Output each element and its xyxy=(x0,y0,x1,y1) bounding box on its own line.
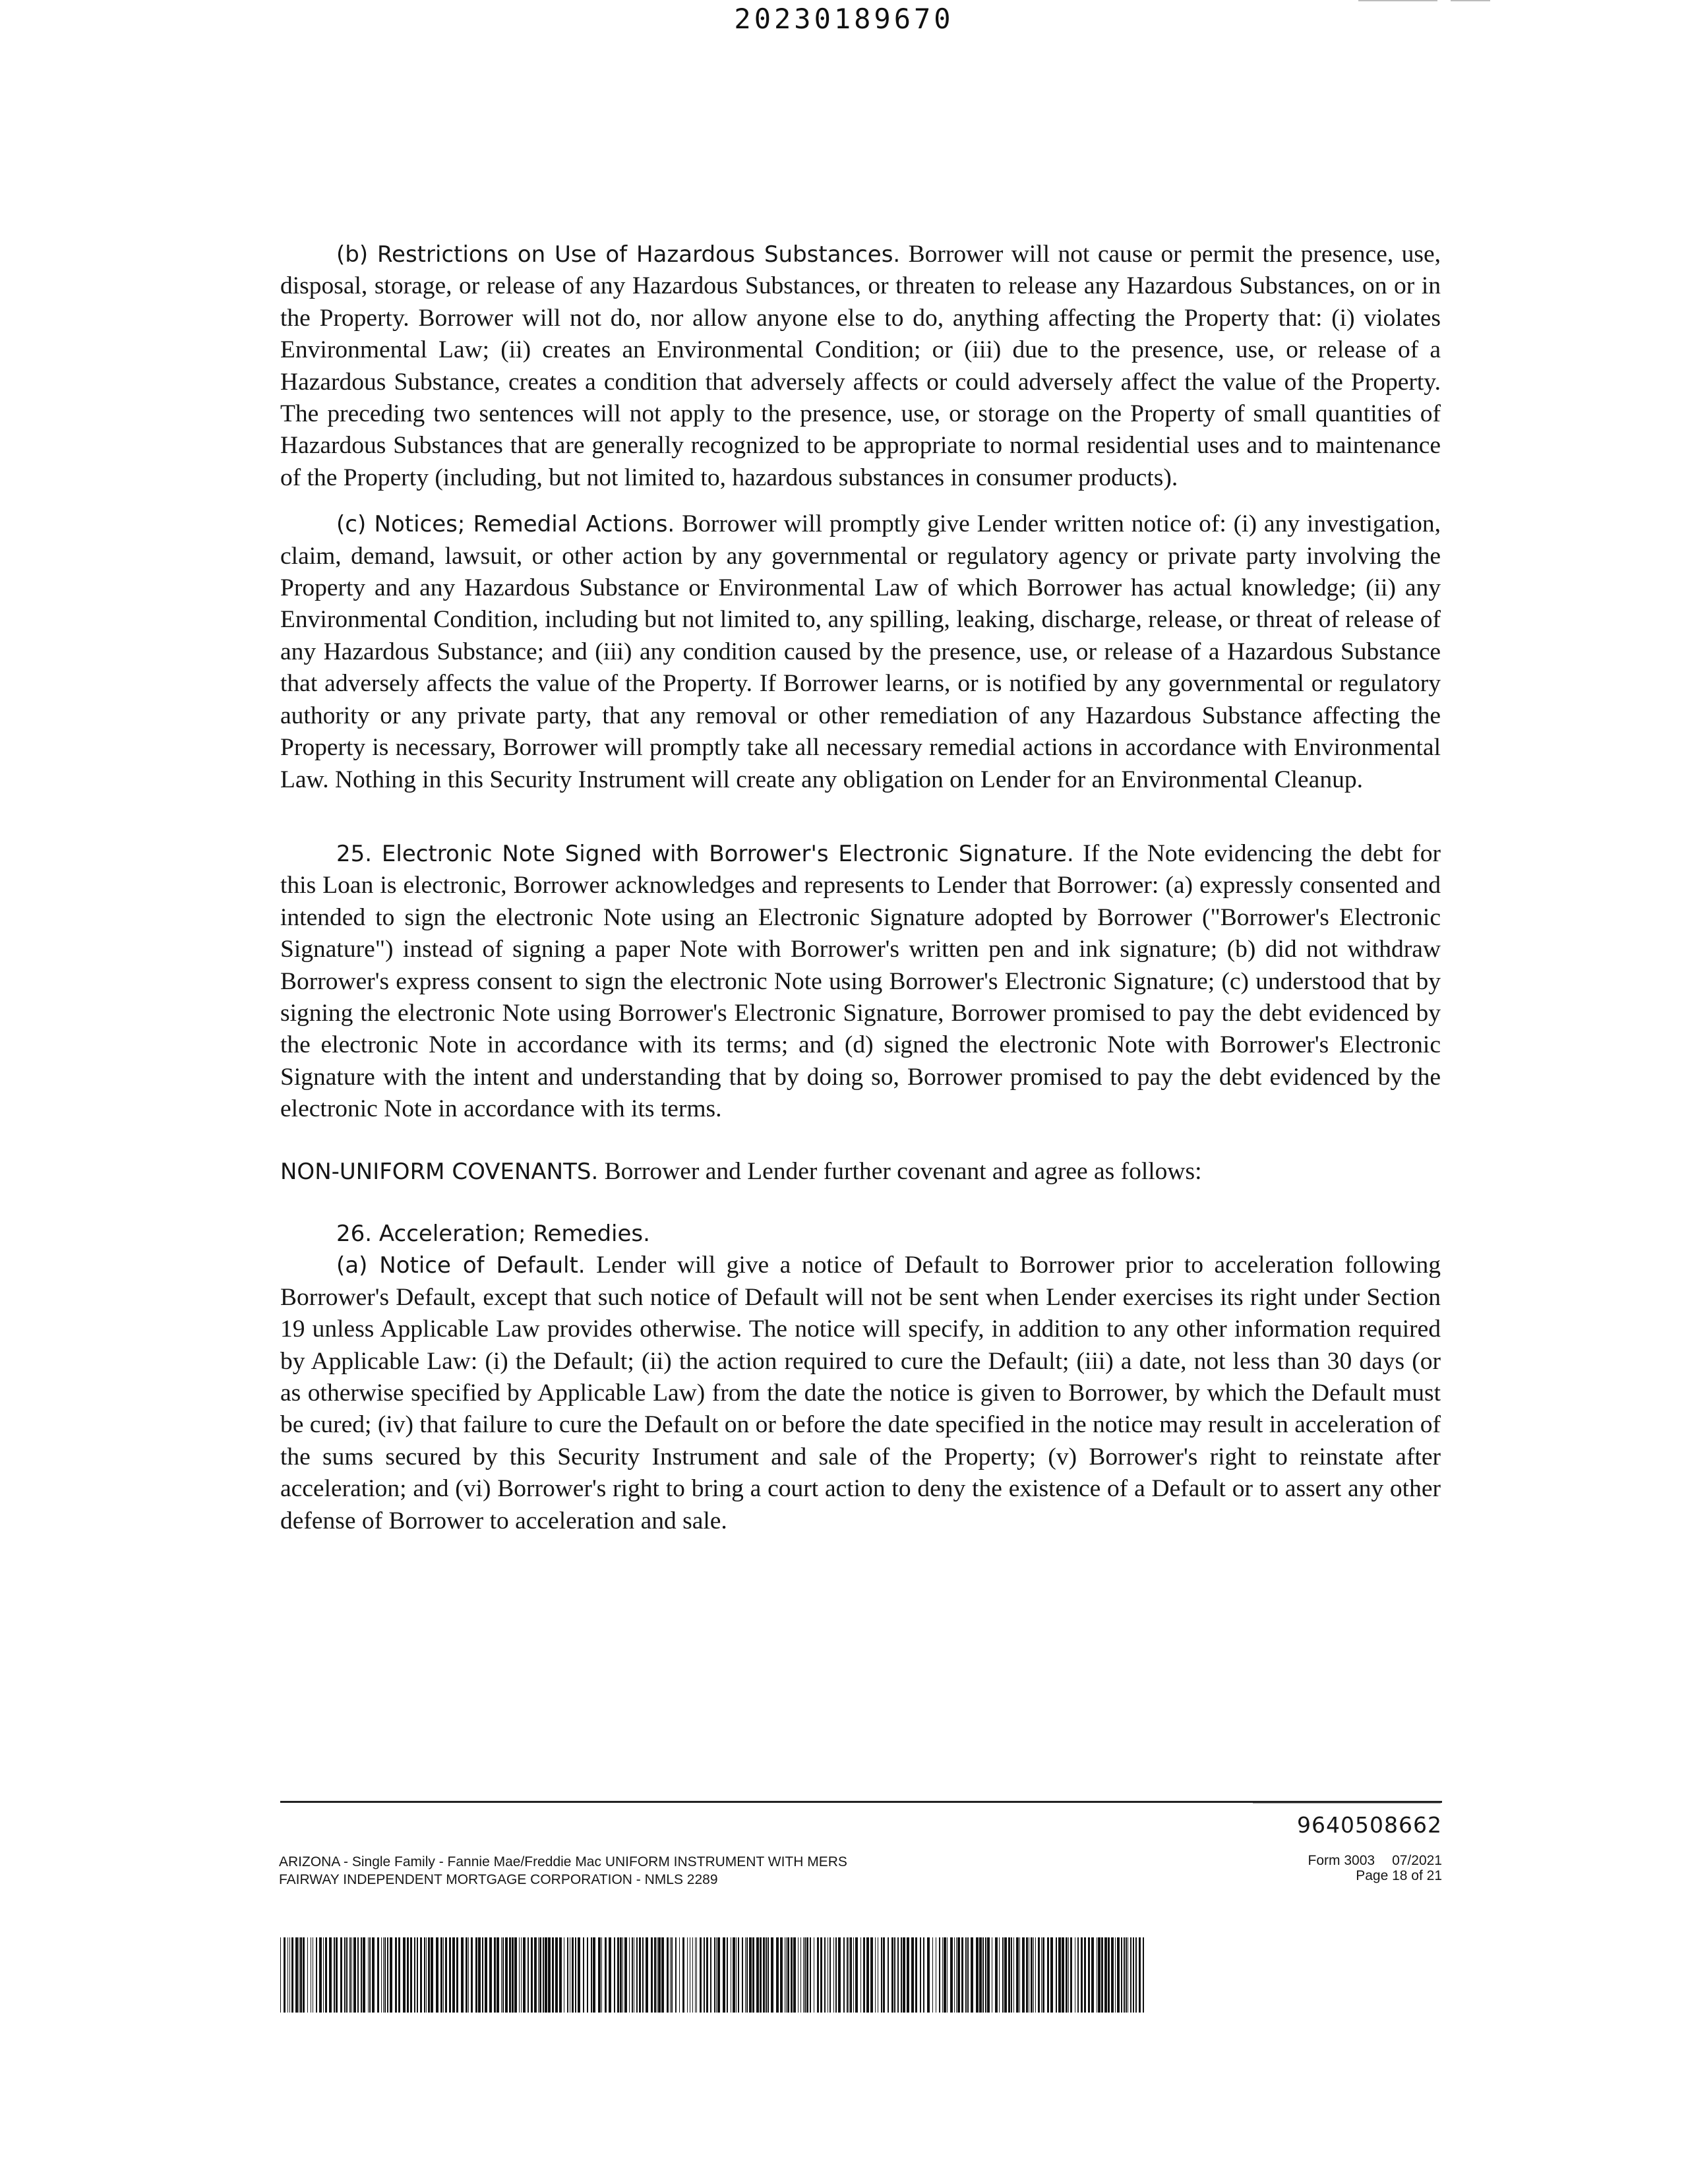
barcode-bar xyxy=(971,1937,973,2013)
barcode-bar xyxy=(552,1937,554,2013)
barcode-bar xyxy=(531,1937,533,2013)
barcode-bar xyxy=(804,1937,806,2013)
text-non-uniform-covenants: Borrower and Lender further covenant and agree as follows: xyxy=(604,1157,1202,1185)
barcode-bar xyxy=(468,1937,469,2013)
barcode-bar xyxy=(319,1937,322,2013)
barcode-bar xyxy=(1050,1937,1053,2013)
barcode-bar xyxy=(502,1937,504,2013)
barcode-bar xyxy=(749,1937,752,2013)
barcode-bar xyxy=(787,1937,789,2013)
barcode-bar xyxy=(1026,1937,1028,2013)
barcode-bar xyxy=(829,1937,831,2013)
barcode-bar xyxy=(661,1937,664,2013)
barcode-bar xyxy=(1008,1937,1010,2013)
barcode-bar xyxy=(1084,1937,1086,2013)
barcode-bar xyxy=(1019,1937,1020,2013)
barcode-bar xyxy=(692,1937,693,2013)
barcode-bar xyxy=(494,1937,496,2013)
barcode-bar xyxy=(957,1937,960,2013)
barcode-bar xyxy=(833,1937,834,2013)
barcode-bar xyxy=(891,1937,893,2013)
barcode-bar xyxy=(1031,1937,1033,2013)
barcode-bar xyxy=(598,1937,601,2013)
barcode-bar xyxy=(866,1937,869,2013)
barcode-bar xyxy=(915,1937,917,2013)
barcode-bar xyxy=(1058,1937,1061,2013)
barcode-bar xyxy=(903,1937,905,2013)
barcode-bar xyxy=(410,1937,412,2013)
barcode-bar xyxy=(1062,1937,1064,2013)
scan-mark xyxy=(1451,0,1490,1)
paragraph-non-uniform-covenants xyxy=(280,1156,1441,1188)
barcode-bar xyxy=(519,1937,520,2013)
barcode-bar xyxy=(497,1937,499,2013)
barcode-bar xyxy=(548,1937,551,2013)
barcode-bar xyxy=(1143,1937,1144,2013)
text-notice-of-default: Lender will give a notice of Default to Borrower prior to acceleration following Borrower's Default, except that such notice of Default will not be sent when Lender exercises its right under Section 19 unless Applicable Law provides otherwise. The notice will specify, in addition to any other information required by Applicable Law: (i) the Default; (ii) the action required to cure the Default; (iii) a date, not less than 30 days (or as otherwise specified by Applicable Law) from the date the notice is given to Borrower, by which the Default must be cured; (iv) that failure to cure the Default on or before the date specified in the notice may result in acceleration of the sums secured by this Security Instrument and sale of the Property; (v) Borrower's right to reinstate after acceleration; and (vi) Borrower's right to bring a court action to deny the existence of a Default or to assert any other defense of Borrower to acceleration and sale. xyxy=(280,1252,1441,1534)
barcode-bar xyxy=(947,1937,948,2013)
barcode-bar xyxy=(344,1937,346,2013)
barcode-bar xyxy=(617,1937,619,2013)
barcode-bar xyxy=(538,1937,539,2013)
loan-number: 9640508662 xyxy=(1297,1812,1442,1838)
barcode-bar xyxy=(1130,1937,1131,2013)
barcode-bar xyxy=(700,1937,702,2013)
barcode-bar xyxy=(505,1937,508,2013)
barcode-bar xyxy=(1111,1937,1114,2013)
barcode-bar xyxy=(575,1937,576,2013)
barcode-bar xyxy=(1042,1937,1044,2013)
barcode-bar xyxy=(403,1937,406,2013)
barcode-bar xyxy=(383,1937,384,2013)
barcode-bar xyxy=(675,1937,677,2013)
scan-mark xyxy=(1358,0,1437,1)
barcode-bar xyxy=(658,1937,661,2013)
barcode-bar xyxy=(760,1937,762,2013)
barcode-bar xyxy=(417,1937,418,2013)
barcode-bar xyxy=(583,1937,584,2013)
barcode-bar xyxy=(716,1937,717,2013)
barcode-bar xyxy=(295,1937,298,2013)
barcode-bar xyxy=(642,1937,644,2013)
barcode-bar xyxy=(800,1937,801,2013)
barcode-bar xyxy=(727,1937,728,2013)
barcode-bar xyxy=(810,1937,811,2013)
barcode-bar xyxy=(523,1937,526,2013)
paragraph-electronic-note xyxy=(280,838,1441,1126)
barcode-bar xyxy=(357,1937,359,2013)
barcode-bar xyxy=(687,1937,688,2013)
barcode-bar xyxy=(372,1937,375,2013)
barcode-bar xyxy=(671,1937,673,2013)
barcode-bar xyxy=(897,1937,899,2013)
barcode-bar xyxy=(1077,1937,1079,2013)
barcode-bar xyxy=(1022,1937,1025,2013)
barcode-bar xyxy=(431,1937,433,2013)
barcode-bar xyxy=(1098,1937,1100,2013)
barcode-bar xyxy=(723,1937,725,2013)
barcode-bar xyxy=(1070,1937,1072,2013)
barcode-bar xyxy=(927,1937,930,2013)
barcode-bar xyxy=(614,1937,615,2013)
barcode-bar xyxy=(883,1937,885,2013)
barcode-bar xyxy=(609,1937,611,2013)
barcode-bar xyxy=(853,1937,854,2013)
barcode-bar xyxy=(300,1937,302,2013)
barcode-bar xyxy=(543,1937,544,2013)
barcode-bar xyxy=(1117,1937,1120,2013)
barcode-bar xyxy=(838,1937,841,2013)
barcode-bar xyxy=(932,1937,933,2013)
page-label: Page 18 of 21 xyxy=(1356,1868,1442,1883)
form-number: Form 3003 xyxy=(1308,1853,1375,1868)
barcode-bar xyxy=(624,1937,627,2013)
barcode-bar xyxy=(695,1937,696,2013)
barcode-bar xyxy=(961,1937,963,2013)
paragraph-notice-of-default xyxy=(280,1250,1441,1537)
barcode-bar xyxy=(316,1937,317,2013)
barcode-bar xyxy=(763,1937,765,2013)
barcode-bar xyxy=(985,1937,986,2013)
barcode-bar xyxy=(428,1937,430,2013)
barcode-bar xyxy=(745,1937,746,2013)
heading-notice-of-default: (a) Notice of Default. xyxy=(336,1252,586,1279)
barcode-bar xyxy=(482,1937,483,2013)
barcode-bar xyxy=(776,1937,779,2013)
barcode-bar xyxy=(323,1937,324,2013)
barcode-bar xyxy=(1038,1937,1040,2013)
barcode-bar xyxy=(746,1937,748,2013)
text-notices-remedial: Borrower will promptly give Lender written notice of: (i) any investigation, claim, demand, lawsuit, or other action by any governmental or regulatory agency or private party involving the Property and any Hazardous Substance or Environmental Law of which Borrower has actual knowledge; (ii) any Environmental Condition, including but not limited to, any spilling, leaking, discharge, release, or threat of release of any Hazardous Substance; and (iii) any condition caused by the presence, use, or release of a Hazardous Substance that adversely affects the value of the Property. If Borrower learns, or is notified by any governmental or regulatory authority or any private party, that any removal or other remediation of any Hazardous Substance affecting the Property is necessary, Borrower will promptly take all necessary remedial actions in accordance with Environmental Law. Nothing in this Security Instrument will create any obligation on Lender for an Environmental Cleanup. xyxy=(280,510,1441,793)
barcode-bar xyxy=(284,1937,286,2013)
barcode-bar xyxy=(445,1937,447,2013)
text-restrictions-hazardous: Borrower will not cause or permit the presence, use, disposal, storage, or release of any Hazardous Substances, or threaten to release any Hazardous Substances, on or in the Property. Borrower will not do, nor allow anyone else to do, anything affecting the Property that: (i) violates Environmental Law; (ii) creates an Environmental Condition; or (iii) due to the presence, use, or release of a Hazardous Substance, creates a condition that adversely affects or could adversely affect the value of the Property. The preceding two sentences will not apply to the presence, use, or storage on the Property of small quantities of Hazardous Substances that are generally recognized to be appropriate to normal residential uses and to maintenance of the Property (including, but not limited to, hazardous substances in consumer products). xyxy=(280,241,1441,491)
barcode-bar xyxy=(291,1937,293,2013)
barcode-bar xyxy=(999,1937,1000,2013)
barcode-bar xyxy=(1011,1937,1012,2013)
barcode-bar xyxy=(646,1937,648,2013)
barcode-bar xyxy=(289,1937,290,2013)
barcode-bar xyxy=(786,1937,787,2013)
footer-right xyxy=(1308,1853,1442,1883)
barcode-bar xyxy=(334,1937,335,2013)
barcode-bar xyxy=(1121,1937,1122,2013)
barcode-bar xyxy=(939,1937,940,2013)
barcode-bar xyxy=(950,1937,953,2013)
barcode-bar xyxy=(384,1937,386,2013)
barcode-bar xyxy=(1002,1937,1004,2013)
barcode-bar xyxy=(875,1937,876,2013)
barcode-bar xyxy=(1104,1937,1107,2013)
paragraph-acceleration-remedies xyxy=(280,1218,1441,1250)
barcode-bar xyxy=(756,1937,759,2013)
barcode-bar xyxy=(461,1937,464,2013)
barcode-bar xyxy=(390,1937,392,2013)
paragraph-restrictions-hazardous xyxy=(280,239,1441,494)
barcode-bar xyxy=(501,1937,502,2013)
barcode-bar xyxy=(449,1937,451,2013)
barcode-bar xyxy=(555,1937,558,2013)
barcode-bar xyxy=(1124,1937,1125,2013)
barcode-bar xyxy=(489,1937,492,2013)
barcode-bar xyxy=(1101,1937,1103,2013)
barcode-bar xyxy=(920,1937,921,2013)
barcode-bar xyxy=(572,1937,574,2013)
barcode-bar xyxy=(738,1937,739,2013)
barcode-bar xyxy=(803,1937,804,2013)
barcode-bar xyxy=(1016,1937,1019,2013)
barcode-bar xyxy=(1108,1937,1110,2013)
barcode-bar xyxy=(329,1937,332,2013)
barcode-bar xyxy=(353,1937,356,2013)
heading-acceleration-remedies: 26. Acceleration; Remedies. xyxy=(336,1220,650,1247)
barcode-bar xyxy=(452,1937,455,2013)
barcode-bar xyxy=(710,1937,711,2013)
barcode-bar xyxy=(742,1937,743,2013)
barcode-bar xyxy=(534,1937,537,2013)
barcode-bar xyxy=(733,1937,735,2013)
barcode-bar xyxy=(1081,1937,1083,2013)
barcode-bar xyxy=(307,1937,308,2013)
barcode-bar xyxy=(629,1937,630,2013)
barcode-bar xyxy=(1035,1937,1036,2013)
barcode-bar xyxy=(850,1937,852,2013)
barcode-bar xyxy=(280,1937,281,2013)
barcode-bar xyxy=(965,1937,967,2013)
barcode-bar xyxy=(587,1937,588,2013)
barcode-bar xyxy=(639,1937,641,2013)
barcode-bar xyxy=(340,1937,342,2013)
barcode-bar xyxy=(559,1937,562,2013)
barcode-bar xyxy=(820,1937,822,2013)
barcode-bar xyxy=(478,1937,481,2013)
barcode-bar xyxy=(791,1937,793,2013)
barcode-bar xyxy=(798,1937,799,2013)
barcode-bar xyxy=(622,1937,623,2013)
barcode-bar xyxy=(956,1937,957,2013)
barcode-bar xyxy=(717,1937,720,2013)
barcode-bar xyxy=(714,1937,715,2013)
barcode-bar xyxy=(287,1937,288,2013)
barcode-bar xyxy=(1013,1937,1014,2013)
barcode-bar xyxy=(870,1937,873,2013)
barcode-bar xyxy=(361,1937,362,2013)
barcode-bar xyxy=(995,1937,998,2013)
barcode-bar xyxy=(923,1937,924,2013)
barcode-bar xyxy=(514,1937,517,2013)
barcode-bar xyxy=(632,1937,633,2013)
barcode-bar xyxy=(806,1937,808,2013)
barcode-bar xyxy=(369,1937,371,2013)
form-info xyxy=(1308,1853,1442,1868)
barcode-bar xyxy=(407,1937,409,2013)
barcode-bar xyxy=(351,1937,352,2013)
barcode-bar xyxy=(843,1937,845,2013)
barcode-bar xyxy=(654,1937,656,2013)
barcode-bar xyxy=(1115,1937,1116,2013)
barcode-bar xyxy=(414,1937,415,2013)
barcode-bar xyxy=(1088,1937,1090,2013)
barcode-bar xyxy=(528,1937,529,2013)
barcode-bar xyxy=(593,1937,595,2013)
barcode-bar xyxy=(605,1937,607,2013)
barcode-bar xyxy=(1126,1937,1127,2013)
barcode-bar xyxy=(888,1937,889,2013)
barcode-bar xyxy=(944,1937,946,2013)
barcode-bar xyxy=(863,1937,865,2013)
barcode-bar xyxy=(303,1937,305,2013)
barcode-bar xyxy=(325,1937,327,2013)
barcode-bar xyxy=(835,1937,837,2013)
barcode-bar xyxy=(706,1937,708,2013)
barcode-bar xyxy=(349,1937,351,2013)
barcode-bar xyxy=(368,1937,369,2013)
document-body xyxy=(280,239,1441,1537)
barcode-bar xyxy=(466,1937,467,2013)
barcode-bar xyxy=(1056,1937,1057,2013)
barcode-bar xyxy=(766,1937,767,2013)
barcode-bar xyxy=(475,1937,477,2013)
barcode-bar xyxy=(793,1937,796,2013)
footer-right-rule xyxy=(1253,1803,1441,1804)
barcode-bar xyxy=(780,1937,783,2013)
barcode-bar xyxy=(704,1937,705,2013)
barcode-bar xyxy=(363,1937,365,2013)
barcode-bar xyxy=(601,1937,602,2013)
barcode-bar xyxy=(696,1937,697,2013)
barcode-bar xyxy=(911,1937,914,2013)
barcode-bar xyxy=(377,1937,379,2013)
barcode-bar xyxy=(768,1937,769,2013)
barcode-bar xyxy=(942,1937,943,2013)
heading-notices-remedial: (c) Notices; Remedial Actions. xyxy=(336,511,675,538)
barcode-bar xyxy=(901,1937,902,2013)
instrument-line: ARIZONA - Single Family - Fannie Mae/Freddie Mac UNIFORM INSTRUMENT WITH MERS xyxy=(279,1854,847,1869)
barcode-bar xyxy=(456,1937,458,2013)
barcode-bar xyxy=(346,1937,347,2013)
barcode-bar xyxy=(381,1937,382,2013)
barcode-bar xyxy=(1133,1937,1134,2013)
barcode-bar xyxy=(954,1937,955,2013)
barcode-bar xyxy=(591,1937,592,2013)
barcode-bar xyxy=(424,1937,425,2013)
barcode-bar xyxy=(1068,1937,1069,2013)
lender-line: FAIRWAY INDEPENDENT MORTGAGE CORPORATION - NMLS 2289 xyxy=(279,1872,718,1887)
barcode-bar xyxy=(736,1937,737,2013)
barcode-bar xyxy=(578,1937,580,2013)
barcode-bar xyxy=(512,1937,514,2013)
barcode-bar xyxy=(485,1937,487,2013)
barcode-bar xyxy=(471,1937,473,2013)
barcode-bar xyxy=(636,1937,638,2013)
barcode-bar xyxy=(398,1937,400,2013)
barcode-bar xyxy=(426,1937,427,2013)
barcode-bar xyxy=(771,1937,773,2013)
barcode-bar xyxy=(651,1937,653,2013)
barcode-bar xyxy=(682,1937,684,2013)
heading-non-uniform-covenants: NON-UNIFORM COVENANTS. xyxy=(280,1158,599,1185)
recording-number: 20230189670 xyxy=(734,3,954,35)
barcode-bar xyxy=(387,1937,388,2013)
text-electronic-note: If the Note evidencing the debt for this Loan is electronic, Borrower acknowledges and represents to Lender that Borrower: (a) expressly consented and intended to sign the electronic Note using an Electronic Signature adopted by Borrower ("Borrower's Electronic Signature") instead of signing a paper Note with Borrower's written pen and ink signature; (b) did not withdraw Borrower's express consent to sign the electronic Note using Borrower's Electronic Signature; (c) understood that by signing the electronic Note using Borrower's Electronic Signature, Borrower promised to pay the debt evidenced by the electronic Note in accordance with its terms; and (d) signed the electronic Note with Borrower's Electronic Signature with the intent and understanding that by doing so, Borrower promised to pay the debt evidenced by the electronic Note in accordance with its terms. xyxy=(280,839,1441,1123)
barcode-bar xyxy=(817,1937,819,2013)
barcode-bar xyxy=(545,1937,547,2013)
barcode-bar xyxy=(752,1937,754,2013)
barcode-bar xyxy=(1091,1937,1094,2013)
barcode-bar xyxy=(967,1937,969,2013)
barcode-bar xyxy=(679,1937,680,2013)
barcode-bar xyxy=(336,1937,338,2013)
barcode xyxy=(280,1937,1147,2013)
barcode-bar xyxy=(982,1937,984,2013)
barcode-bar xyxy=(420,1937,422,2013)
heading-electronic-note: 25. Electronic Note Signed with Borrower's Electronic Signature. xyxy=(336,840,1074,867)
barcode-bar xyxy=(860,1937,861,2013)
heading-restrictions-hazardous: (b) Restrictions on Use of Hazardous Substances. xyxy=(336,241,901,268)
barcode-bar xyxy=(1033,1937,1034,2013)
barcode-bar xyxy=(1066,1937,1068,2013)
barcode-bar xyxy=(440,1937,442,2013)
barcode-bar xyxy=(509,1937,511,2013)
barcode-bar xyxy=(539,1937,541,2013)
barcode-bar xyxy=(667,1937,669,2013)
barcode-bar xyxy=(1041,1937,1042,2013)
barcode-bar xyxy=(907,1937,909,2013)
barcode-bar xyxy=(567,1937,568,2013)
barcode-bar xyxy=(847,1937,848,2013)
paragraph-notices-remedial xyxy=(280,508,1441,796)
barcode-bar xyxy=(855,1937,858,2013)
barcode-bar xyxy=(824,1937,826,2013)
barcode-bar xyxy=(443,1937,444,2013)
barcode-bar xyxy=(1135,1937,1137,2013)
barcode-bar xyxy=(1139,1937,1141,2013)
barcode-bar xyxy=(521,1937,522,2013)
barcode-bar xyxy=(979,1937,982,2013)
barcode-bar xyxy=(395,1937,397,2013)
barcode-bar xyxy=(881,1937,882,2013)
footer-left xyxy=(279,1853,847,1889)
barcode-bar xyxy=(670,1937,671,2013)
barcode-bar xyxy=(620,1937,622,2013)
form-date: 07/2021 xyxy=(1392,1853,1442,1868)
barcode-bar xyxy=(894,1937,895,2013)
barcode-bar xyxy=(976,1937,979,2013)
barcode-bar xyxy=(436,1937,438,2013)
barcode-bar xyxy=(1047,1937,1049,2013)
barcode-bar xyxy=(987,1937,990,2013)
barcode-bar xyxy=(1004,1937,1007,2013)
